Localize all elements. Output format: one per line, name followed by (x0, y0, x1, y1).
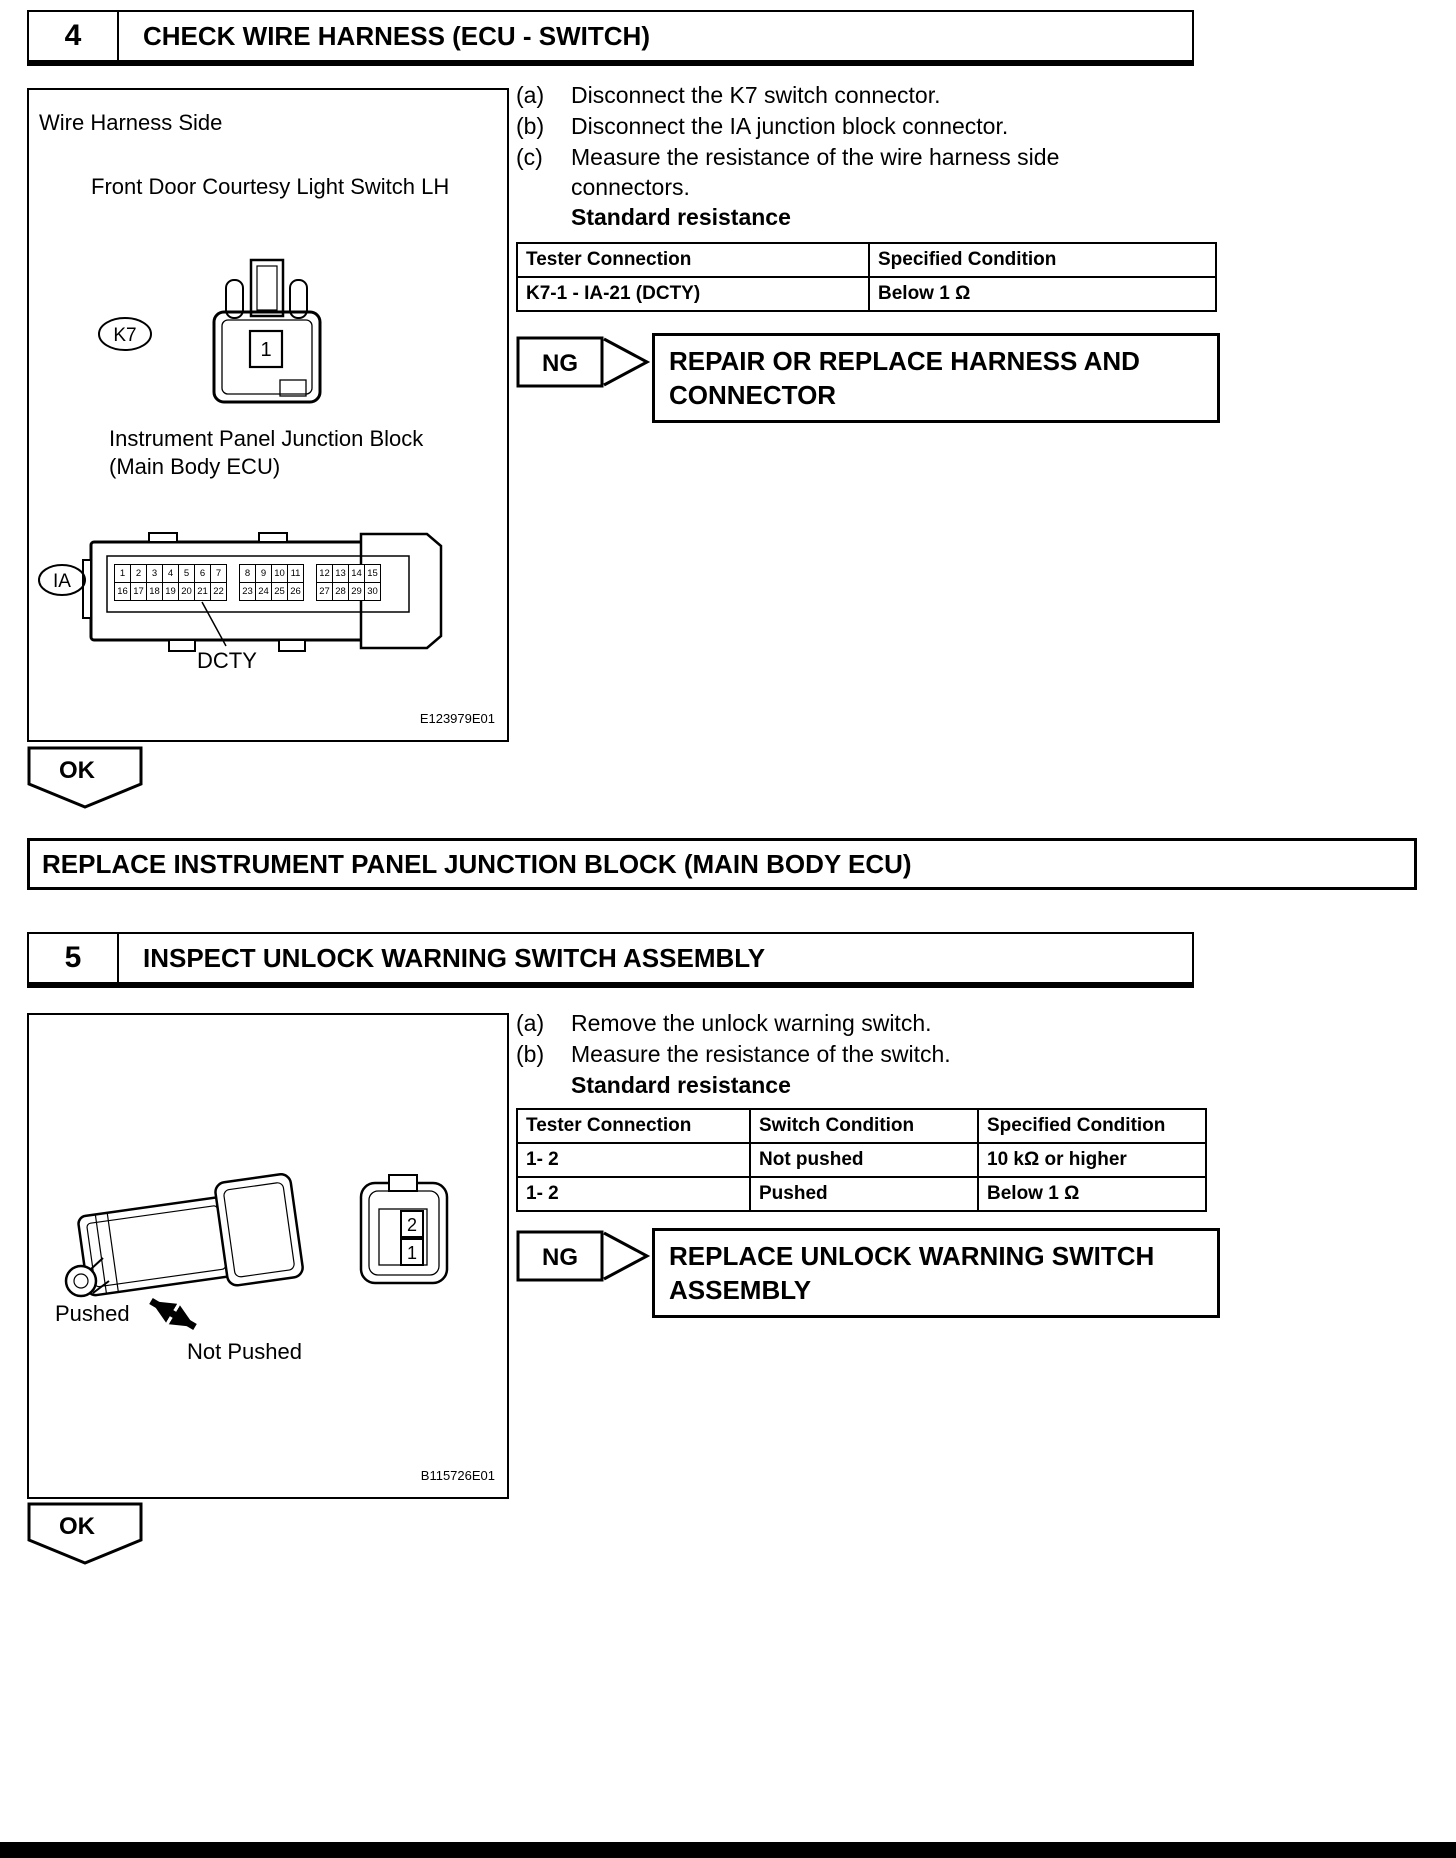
ia-pin-1: 1 (114, 564, 131, 583)
ia-pin-30: 30 (364, 582, 381, 601)
instruction-item-b (516, 1039, 951, 1069)
junction-block-label-line2: (Main Body ECU) (109, 454, 281, 479)
ia-pin-6: 6 (194, 564, 211, 583)
instruction-text: Remove the unlock warning switch. (571, 1010, 932, 1036)
instruction-letter: (c) (516, 144, 543, 170)
ia-pin-group (239, 564, 304, 583)
ia-pin-20: 20 (178, 582, 195, 601)
instruction-text: Disconnect the K7 switch connector. (571, 82, 941, 108)
column-header: Switch Condition (750, 1109, 978, 1143)
table-cell: Below 1 Ω (978, 1177, 1206, 1211)
instruction-text: Measure the resistance of the switch. (571, 1041, 951, 1067)
connector-pin-2: 2 (406, 1215, 418, 1235)
ia-pin-5: 5 (178, 564, 195, 583)
step4-header (27, 10, 1194, 66)
ia-pin-4: 4 (162, 564, 179, 583)
column-header: Specified Condition (978, 1109, 1206, 1143)
step5-number: 5 (29, 934, 119, 982)
page-bottom-edge (0, 1842, 1456, 1858)
column-header: Specified Condition (869, 243, 1216, 277)
ok-flag (27, 746, 145, 810)
ng-arrow-icon (604, 1233, 647, 1279)
k7-connector-label: K7 (113, 325, 137, 346)
ia-pin-10: 10 (271, 564, 288, 583)
ia-pin-25: 25 (271, 582, 288, 601)
standard-resistance-label: Standard resistance (571, 1072, 791, 1098)
switch-diagram (29, 1015, 503, 1493)
ia-pin-28: 28 (332, 582, 349, 601)
wire-harness-side-label: Wire Harness Side (39, 110, 223, 135)
switch-body-drawing (76, 1173, 304, 1306)
table-header-row (517, 1109, 1206, 1143)
figure1-code: E123979E01 (419, 711, 495, 726)
step4-number: 4 (29, 12, 119, 60)
ia-pin-22: 22 (210, 582, 227, 601)
instruction-text: Measure the resistance of the wire harness side connectors. (571, 144, 1060, 200)
k7-pin-number: 1 (260, 339, 272, 361)
ia-pin-group (316, 582, 381, 601)
table-cell: Below 1 Ω (869, 277, 1216, 311)
table-cell: Pushed (750, 1177, 978, 1211)
step5-header (27, 932, 1194, 988)
ia-pin-group (114, 564, 227, 583)
instruction-item-b (516, 111, 1008, 141)
table-cell: 1- 2 (517, 1143, 750, 1177)
ng-label: NG (542, 350, 578, 377)
ia-pin-14: 14 (348, 564, 365, 583)
ia-pin-7: 7 (210, 564, 227, 583)
ia-pin-3: 3 (146, 564, 163, 583)
wire-harness-figure (27, 88, 509, 742)
ia-pin-21: 21 (194, 582, 211, 601)
instruction-letter: (a) (516, 1010, 545, 1036)
instruction-letter: (b) (516, 1041, 545, 1067)
figure2-code: B115726E01 (420, 1468, 495, 1483)
ia-pin-29: 29 (348, 582, 365, 601)
ng-label: NG (542, 1244, 578, 1271)
ia-pin-26: 26 (287, 582, 304, 601)
step5-resistance-table (516, 1108, 1207, 1212)
step5-title: INSPECT UNLOCK WARNING SWITCH ASSEMBLY (143, 942, 766, 973)
push-direction-arrow-icon (151, 1301, 195, 1327)
table-cell: K7-1 - IA-21 (DCTY) (517, 277, 869, 311)
instruction-letter: (b) (516, 113, 545, 139)
ia-connector-label: IA (53, 571, 71, 592)
instruction-item-a (516, 1008, 932, 1038)
standard-resistance-label: Standard resistance (571, 204, 791, 230)
ng-action-box: REPAIR OR REPLACE HARNESS AND CONNECTOR (652, 333, 1220, 423)
table-row (517, 1143, 1206, 1177)
table-row (517, 1177, 1206, 1211)
table-cell: 1- 2 (517, 1177, 750, 1211)
table-cell: 10 kΩ or higher (978, 1143, 1206, 1177)
ia-pin-18: 18 (146, 582, 163, 601)
ia-pin-12: 12 (316, 564, 333, 583)
ok-label: OK (59, 1513, 95, 1540)
instruction-letter: (a) (516, 82, 545, 108)
ia-pin-group (316, 564, 381, 583)
ia-pin-9: 9 (255, 564, 272, 583)
step4-title: CHECK WIRE HARNESS (ECU - SWITCH) (143, 20, 650, 51)
instruction-text: Disconnect the IA junction block connector. (571, 113, 1009, 139)
table-cell: Not pushed (750, 1143, 978, 1177)
ok-label: OK (59, 757, 95, 784)
ia-pin-group (114, 582, 227, 601)
ia-pin-16: 16 (114, 582, 131, 601)
instruction-item-a (516, 80, 940, 110)
ng-flag (516, 1230, 652, 1282)
ia-pin-24: 24 (255, 582, 272, 601)
switch-connector-drawing (361, 1175, 447, 1283)
ng-action-box: REPLACE UNLOCK WARNING SWITCH ASSEMBLY (652, 1228, 1220, 1318)
table-row (517, 277, 1216, 311)
ia-pin-13: 13 (332, 564, 349, 583)
column-header: Tester Connection (517, 243, 869, 277)
ia-pin-group (239, 582, 304, 601)
not-pushed-label: Not Pushed (187, 1339, 302, 1364)
courtesy-switch-label: Front Door Courtesy Light Switch LH (91, 174, 450, 199)
ok-flag (27, 1502, 145, 1566)
pushed-label: Pushed (55, 1301, 130, 1326)
ia-pin-11: 11 (287, 564, 304, 583)
junction-block-label-line1: Instrument Panel Junction Block (109, 426, 424, 451)
ia-pin-8: 8 (239, 564, 256, 583)
ia-pin-15: 15 (364, 564, 381, 583)
ng-arrow-icon (604, 339, 647, 385)
ia-pin-23: 23 (239, 582, 256, 601)
table-header-row (517, 243, 1216, 277)
dcty-label: DCTY (197, 648, 257, 673)
ia-pin-row-1 (114, 564, 381, 583)
ia-pin-row-2 (114, 582, 381, 601)
ia-pin-17: 17 (130, 582, 147, 601)
step4-resistance-table (516, 242, 1217, 312)
connector-pin-1: 1 (406, 1243, 418, 1263)
instruction-item-c (516, 142, 1131, 202)
ia-pin-2: 2 (130, 564, 147, 583)
ia-pin-27: 27 (316, 582, 333, 601)
ia-pin-19: 19 (162, 582, 179, 601)
column-header: Tester Connection (517, 1109, 750, 1143)
unlock-warning-switch-figure (27, 1013, 509, 1499)
replace-instruction-bar: REPLACE INSTRUMENT PANEL JUNCTION BLOCK (MAIN BODY ECU) (27, 838, 1417, 890)
ng-flag (516, 336, 652, 388)
